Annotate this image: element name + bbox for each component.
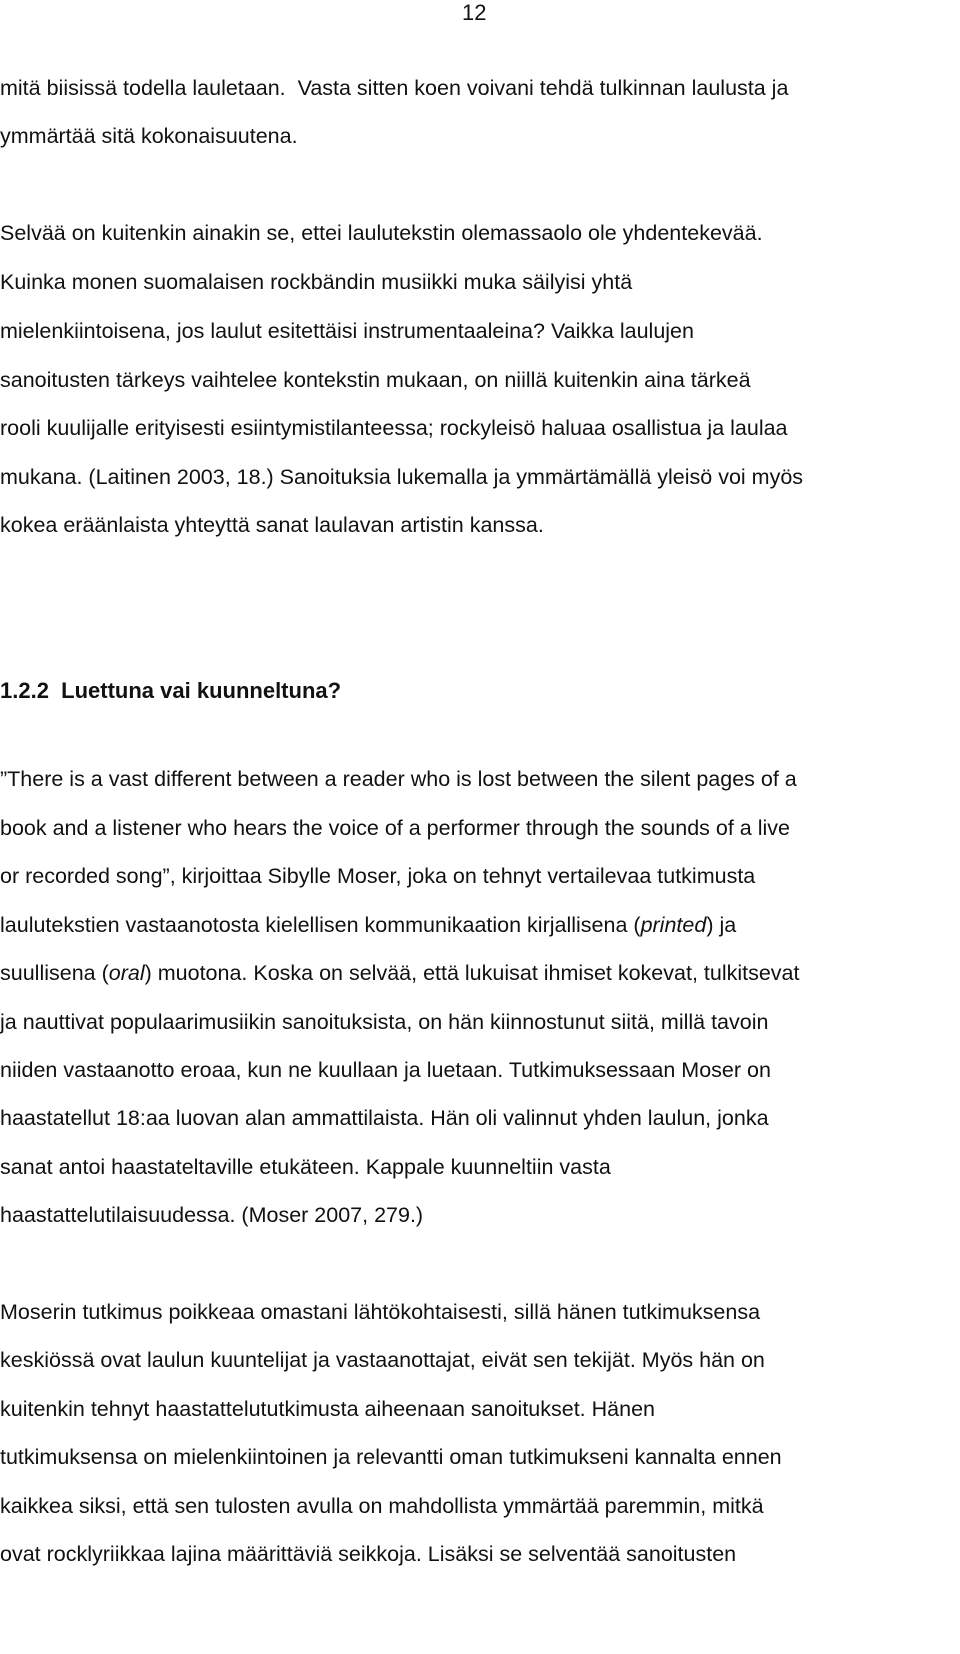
paragraph-2-line-7: kokea eräänlaista yhteyttä sanat laulavan artistin kanssa. [0,513,544,537]
quote-line-5-text: suullisena ( [0,961,109,985]
quote-paragraph-line-7: niiden vastaanotto eroaa, kun ne kuullaan ja luetaan. Tutkimuksessaan Moser on [0,1058,771,1082]
quote-paragraph-line-1: ”There is a vast different between a reader who is lost between the silent pages of a [0,767,797,791]
final-paragraph-line-4: tutkimuksensa on mielenkiintoinen ja relevantti oman tutkimukseni kannalta ennen [0,1445,782,1469]
paragraph-1-line-2: ymmärtää sitä kokonaisuutena. [0,124,298,148]
quote-paragraph-line-8: haastatellut 18:aa luovan alan ammattilaista. Hän oli valinnut yhden laulun, jonka [0,1106,769,1130]
printed-italic: printed [640,913,707,937]
quote-paragraph-line-10: haastattelutilaisuudessa. (Moser 2007, 279.) [0,1203,424,1227]
final-paragraph-line-1: Moserin tutkimus poikkeaa omastani lähtökohtaisesti, sillä hänen tutkimuksensa [0,1300,761,1324]
quote-paragraph-line-9: sanat antoi haastateltaville etukäteen. Kappale kuunneltiin vasta [0,1155,611,1179]
quote-line-5-tail: ) muotona. Koska on selvää, että lukuisat ihmiset kokevat, tulkitsevat [144,961,800,985]
paragraph-2-line-2: Kuinka monen suomalaisen rockbändin musiikki muka säilyisi yhtä [0,270,633,294]
quote-line-4-text: laulutekstien vastaanotosta kielellisen kommunikaation kirjallisena ( [0,913,641,937]
quote-paragraph-line-3: or recorded song”, kirjoittaa Sibylle Moser, joka on tehnyt vertailevaa tutkimusta [0,864,756,888]
final-paragraph-line-2: keskiössä ovat laulun kuuntelijat ja vastaanottajat, eivät sen tekijät. Myös hän on [0,1348,765,1372]
final-paragraph-line-5: kaikkea siksi, että sen tulosten avulla on mahdollista ymmärtää paremmin, mitkä [0,1494,764,1518]
quote-paragraph-line-6: ja nauttivat populaarimusiikin sanoituksista, on hän kiinnostunut siitä, millä tavoin [0,1010,769,1034]
paragraph-1-line-1: mitä biisissä todella lauletaan. Vasta sitten koen voivani tehdä tulkinnan laulusta ja [0,76,789,100]
paragraph-2-line-4: sanoitusten tärkeys vaihtelee kontekstin mukaan, on niillä kuitenkin aina tärkeä [0,368,751,392]
quote-paragraph-line-2: book and a listener who hears the voice of a performer through the sounds of a live [0,816,790,840]
quote-paragraph-line-5 [0,958,800,988]
paragraph-2-line-1: Selvää on kuitenkin ainakin se, ettei laulutekstin olemassaolo ole yhdentekevää. [0,221,763,245]
final-paragraph-line-3: kuitenkin tehnyt haastattelututkimusta aiheenaan sanoitukset. Hänen [0,1397,655,1421]
quote-line-4-tail: ) ja [706,913,737,937]
section-heading: 1.2.2 Luettuna vai kuunneltuna? [0,678,342,703]
oral-italic: oral [108,961,145,985]
page-number: 12 [462,0,487,25]
quote-paragraph-line-4 [0,910,736,940]
paragraph-2-line-6: mukana. (Laitinen 2003, 18.) Sanoituksia lukemalla ja ymmärtämällä yleisö voi myös [0,465,804,489]
paragraph-2-line-3: mielenkiintoisena, jos laulut esitettäisi instrumentaaleina? Vaikka laulujen [0,319,694,343]
paragraph-2-line-5: rooli kuulijalle erityisesti esiintymistilanteessa; rockyleisö haluaa osallistua ja laulaa [0,416,788,440]
final-paragraph-line-6: ovat rocklyriikkaa lajina määrittäviä seikkoja. Lisäksi se selventää sanoitusten [0,1542,737,1566]
